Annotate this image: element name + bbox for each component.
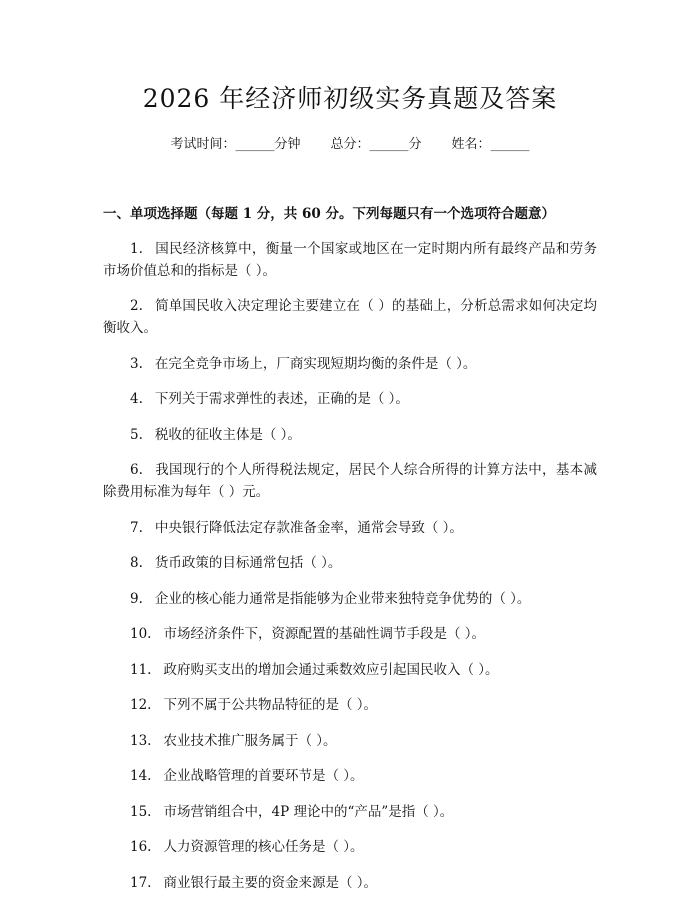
question-number: 4. (130, 391, 143, 407)
exam-meta (103, 136, 597, 154)
question-text: 市场经济条件下，资源配置的基础性调节手段是（ ）。 (163, 626, 486, 642)
question-text: 下列不属于公共物品特征的是（ ）。 (163, 697, 378, 713)
question-list (103, 238, 597, 894)
question-number: 12. (130, 697, 152, 713)
question-text: 市场营销组合中，4P 理论中的“产品”是指（ ）。 (163, 803, 454, 820)
question-text: 人力资源管理的核心任务是（ ）。 (163, 839, 364, 855)
question-number: 14. (130, 768, 152, 784)
question-text: 企业战略管理的首要环节是（ ）。 (163, 768, 364, 784)
question-item (103, 872, 597, 894)
question-number: 16. (130, 839, 152, 855)
question-text: 下列关于需求弹性的表述，正确的是（ ）。 (154, 391, 409, 407)
question-text: 简单国民收入决定理论主要建立在（ ）的基础上，分析总需求如何决定均衡收入。 (103, 298, 597, 336)
question-number: 5. (130, 426, 143, 443)
question-item (103, 459, 597, 503)
question-number: 11. (130, 661, 152, 678)
question-item (103, 836, 597, 858)
section-heading: 一、单项选择题（每题 1 分，共 60 分。下列每题只有一个选项符合题意） (103, 206, 555, 222)
question-item (103, 588, 597, 610)
question-item (103, 353, 597, 375)
question-number: 15. (130, 803, 152, 820)
name-label: 姓名：______ (451, 137, 530, 152)
question-text: 农业技术推广服务属于（ ）。 (163, 732, 337, 749)
question-item (103, 801, 597, 823)
question-item (103, 659, 597, 681)
question-item (103, 424, 597, 446)
question-number: 17. (130, 874, 152, 891)
question-number: 9. (130, 590, 143, 607)
question-item (103, 623, 597, 645)
question-item (103, 765, 597, 787)
question-number: 13. (130, 732, 152, 749)
question-item (103, 517, 597, 539)
question-text: 政府购买支出的增加会通过乘数效应引起国民收入（ ）。 (163, 661, 499, 678)
question-text: 货币政策的目标通常包括（ ）。 (154, 555, 342, 571)
question-text: 中央银行降低法定存款准备金率，通常会导致（ ）。 (154, 519, 463, 536)
question-text: 我国现行的个人所得税法规定，居民个人综合所得的计算方法中，基本减除费用标准为每年（ ）元。 (103, 462, 597, 500)
question-text: 商业银行最主要的资金来源是（ ）。 (163, 874, 378, 891)
question-number: 3. (130, 355, 143, 372)
question-number: 10. (130, 626, 152, 642)
question-text: 税收的征收主体是（ ）。 (154, 426, 301, 443)
question-item (103, 694, 597, 716)
question-item (103, 552, 597, 574)
question-item (103, 295, 597, 339)
question-text: 企业的核心能力通常是指能够为企业带来独特竞争优势的（ ）。 (154, 590, 531, 607)
question-number: 7. (130, 519, 143, 536)
page-title: 2026 年经济师初级实务真题及答案 (142, 84, 558, 113)
question-item (103, 388, 597, 410)
exam-time-label: 考试时间：______分钟 (170, 137, 301, 152)
question-item (103, 730, 597, 752)
question-number: 6. (130, 462, 143, 478)
total-score-label: 总分：______分 (330, 137, 422, 152)
question-item (103, 238, 597, 282)
question-text: 在完全竞争市场上，厂商实现短期均衡的条件是（ ）。 (154, 355, 477, 372)
question-number: 1. (130, 240, 143, 257)
question-text: 国民经济核算中，衡量一个国家或地区在一定时期内所有最终产品和劳务市场价值总和的指标是（ ）。 (103, 240, 597, 279)
question-number: 8. (130, 555, 143, 571)
question-number: 2. (130, 298, 143, 314)
